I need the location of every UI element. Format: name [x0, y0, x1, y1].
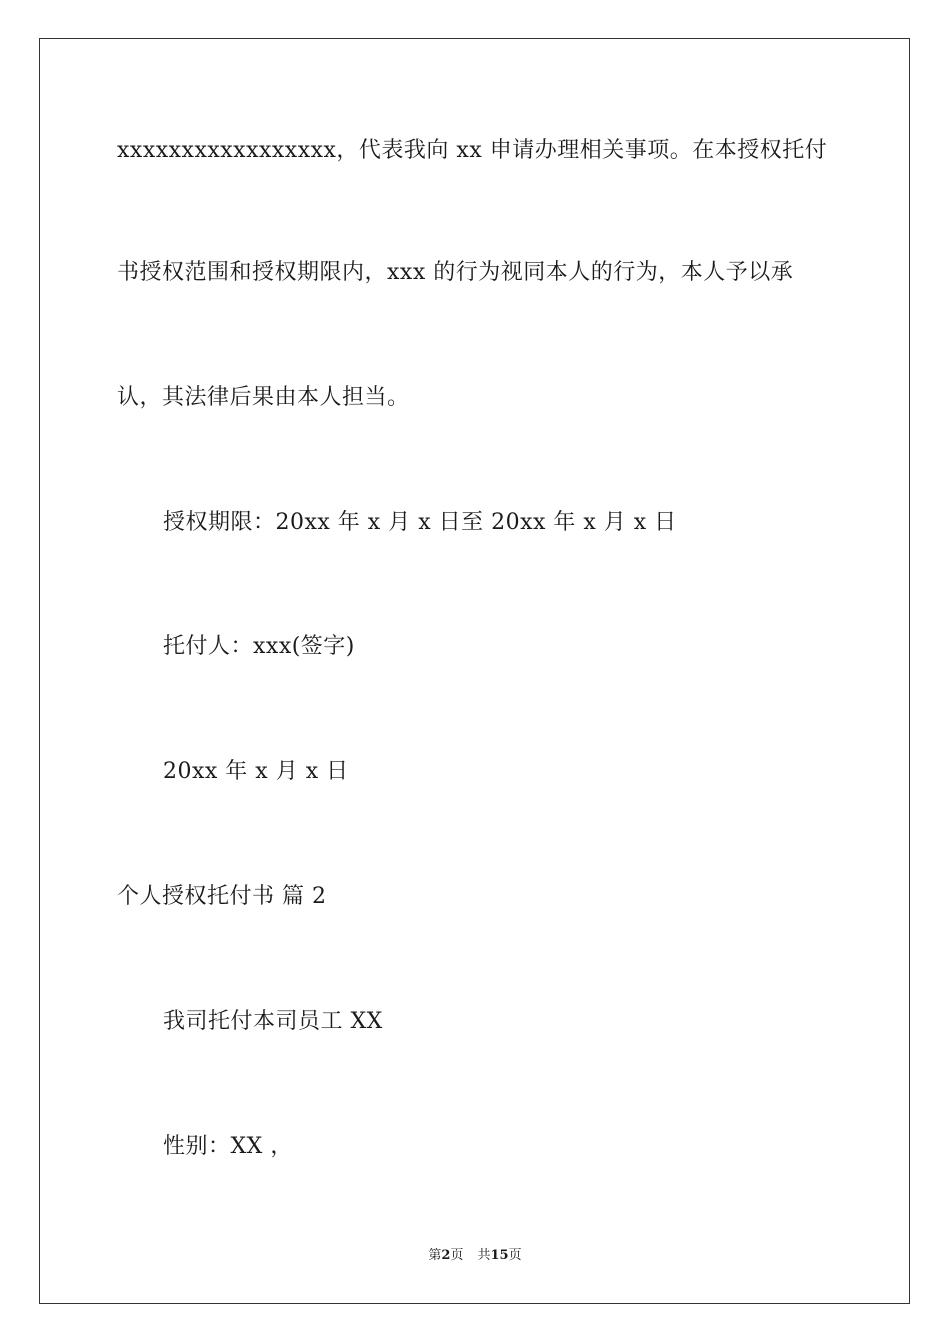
paragraph-line-2: 书授权范围和授权期限内，xxx 的行为视同本人的行为，本人予以承: [117, 260, 794, 285]
footer-total-prefix: 共: [477, 1248, 491, 1263]
principal-signature: 托付人：xxx(签字): [163, 634, 355, 659]
footer-total-pages: 15: [490, 1248, 509, 1263]
paragraph-line-1: xxxxxxxxxxxxxxxxx，代表我向 xx 申请办理相关事项。在本授权托付: [117, 138, 828, 163]
page-border: [39, 38, 910, 1304]
gender-line: 性别：XX ，: [163, 1134, 293, 1159]
sign-date: 20xx 年 x 月 x 日: [163, 759, 349, 784]
paragraph-line-3: 认，其法律后果由本人担当。: [117, 385, 410, 410]
footer-total-suffix: 页: [508, 1248, 522, 1263]
authorization-period: 授权期限：20xx 年 x 月 x 日至 20xx 年 x 月 x 日: [163, 510, 677, 535]
page-footer: [0, 1248, 950, 1264]
section-title: 个人授权托付书 篇 2: [117, 884, 327, 909]
footer-page-number: 2: [441, 1248, 451, 1263]
footer-page-prefix: 第: [428, 1248, 442, 1263]
footer-page-suffix: 页: [450, 1248, 464, 1263]
company-delegation-line: 我司托付本司员工 XX: [163, 1009, 383, 1034]
